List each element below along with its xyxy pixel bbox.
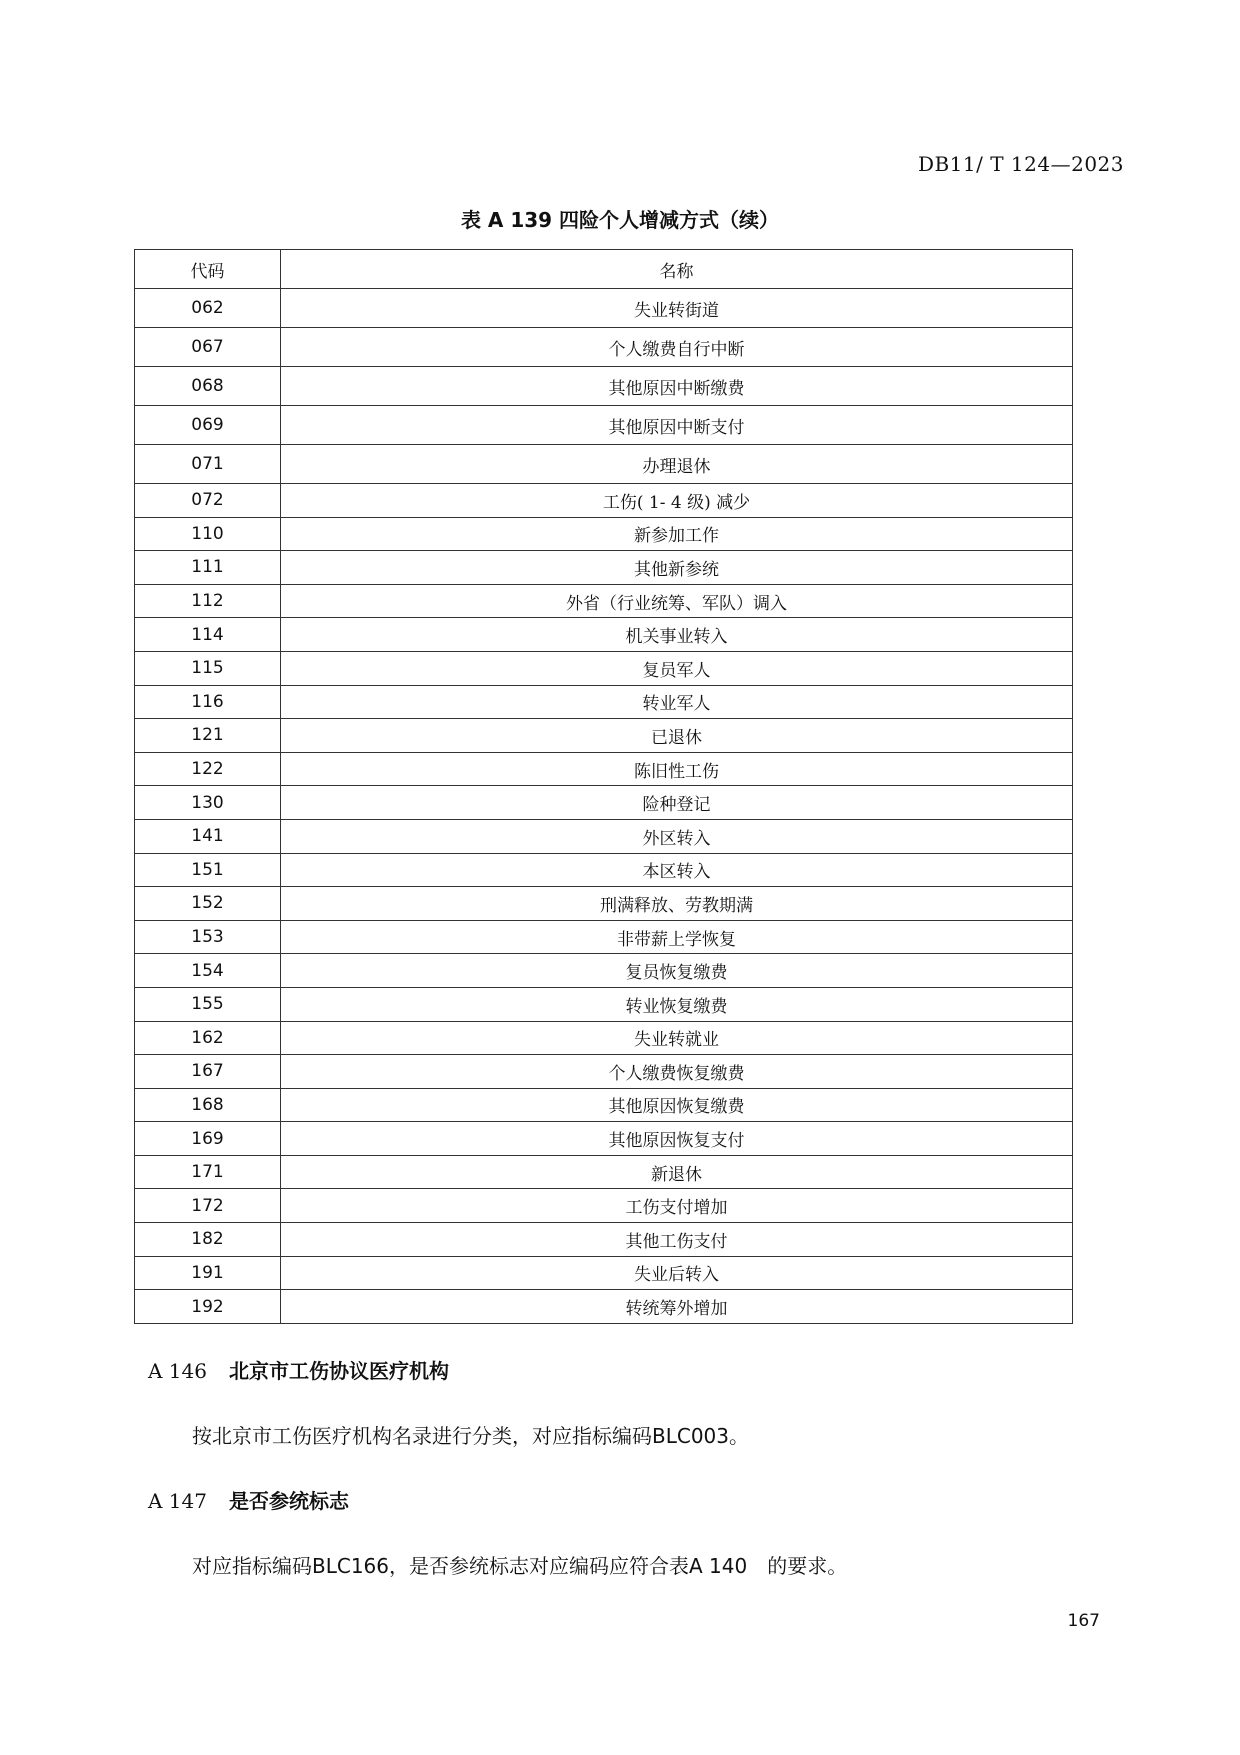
code-cell: 111 [135, 551, 281, 585]
column-header-code: 代码 [135, 250, 281, 289]
name-cell: 其他工伤支付 [281, 1223, 1073, 1257]
table-row [135, 289, 1073, 328]
name-cell: 其他原因中断支付 [281, 406, 1073, 445]
code-cell: 154 [135, 954, 281, 988]
code-cell: 168 [135, 1088, 281, 1122]
name-cell: 办理退休 [281, 445, 1073, 484]
code-cell: 167 [135, 1055, 281, 1089]
table-row [135, 685, 1073, 719]
table-row [135, 618, 1073, 652]
table-row [135, 1021, 1073, 1055]
section-a147-text: 对应指标编码BLC166，是否参统标志对应编码应符合表A 140 的要求。 [192, 1554, 848, 1578]
table-row [135, 517, 1073, 551]
table-row [135, 887, 1073, 921]
table-row [135, 752, 1073, 786]
name-cell: 失业后转入 [281, 1256, 1073, 1290]
code-cell: 071 [135, 445, 281, 484]
page-number: 167 [1067, 1611, 1100, 1631]
table-row [135, 584, 1073, 618]
name-cell: 转业军人 [281, 685, 1073, 719]
name-cell: 失业转街道 [281, 289, 1073, 328]
table-body [135, 289, 1073, 1324]
section-number: A 147 [148, 1489, 207, 1513]
table-row [135, 719, 1073, 753]
name-cell: 已退休 [281, 719, 1073, 753]
table-row [135, 954, 1073, 988]
name-cell: 个人缴费自行中断 [281, 328, 1073, 367]
name-cell: 新退休 [281, 1155, 1073, 1189]
code-cell: 072 [135, 484, 281, 518]
code-cell: 182 [135, 1223, 281, 1257]
code-cell: 192 [135, 1290, 281, 1324]
name-cell: 失业转就业 [281, 1021, 1073, 1055]
section-a146-text: 按北京市工伤医疗机构名录进行分类，对应指标编码BLC003。 [192, 1424, 750, 1448]
table-row [135, 786, 1073, 820]
name-cell: 转业恢复缴费 [281, 987, 1073, 1021]
table-row [135, 819, 1073, 853]
section-title: 北京市工伤协议医疗机构 [228, 1359, 449, 1383]
table-row [135, 445, 1073, 484]
code-cell: 171 [135, 1155, 281, 1189]
code-cell: 122 [135, 752, 281, 786]
name-cell: 其他原因恢复缴费 [281, 1088, 1073, 1122]
table-row [135, 1122, 1073, 1156]
name-cell: 险种登记 [281, 786, 1073, 820]
column-header-name: 名称 [281, 250, 1073, 289]
table-row [135, 484, 1073, 518]
code-cell: 155 [135, 987, 281, 1021]
name-cell: 非带薪上学恢复 [281, 920, 1073, 954]
code-cell: 162 [135, 1021, 281, 1055]
code-cell: 121 [135, 719, 281, 753]
code-table [134, 249, 1073, 1324]
name-cell: 工伤支付增加 [281, 1189, 1073, 1223]
table-row [135, 651, 1073, 685]
table-row [135, 987, 1073, 1021]
table-row [135, 853, 1073, 887]
code-cell: 172 [135, 1189, 281, 1223]
code-cell: 130 [135, 786, 281, 820]
name-cell: 其他新参统 [281, 551, 1073, 585]
name-cell: 外区转入 [281, 819, 1073, 853]
section-number: A 146 [148, 1359, 207, 1383]
name-cell: 转统筹外增加 [281, 1290, 1073, 1324]
name-cell: 其他原因中断缴费 [281, 367, 1073, 406]
code-cell: 114 [135, 618, 281, 652]
table-row [135, 1223, 1073, 1257]
code-cell: 141 [135, 819, 281, 853]
table-row [135, 406, 1073, 445]
name-cell: 个人缴费恢复缴费 [281, 1055, 1073, 1089]
table-row [135, 1290, 1073, 1324]
code-cell: 112 [135, 584, 281, 618]
table-row [135, 1055, 1073, 1089]
name-cell: 外省（行业统筹、军队）调入 [281, 584, 1073, 618]
section-a146-heading [148, 1355, 449, 1384]
code-cell: 116 [135, 685, 281, 719]
table-header-row [135, 250, 1073, 289]
code-cell: 069 [135, 406, 281, 445]
code-cell: 115 [135, 651, 281, 685]
code-cell: 191 [135, 1256, 281, 1290]
name-cell: 复员恢复缴费 [281, 954, 1073, 988]
name-cell: 机关事业转入 [281, 618, 1073, 652]
table-title: 表 A 139 四险个人增减方式（续） [460, 208, 780, 232]
table-row [135, 328, 1073, 367]
code-cell: 153 [135, 920, 281, 954]
code-cell: 062 [135, 289, 281, 328]
table-row [135, 1088, 1073, 1122]
code-cell: 067 [135, 328, 281, 367]
code-cell: 151 [135, 853, 281, 887]
name-cell: 新参加工作 [281, 517, 1073, 551]
section-a147-heading [148, 1485, 349, 1514]
table-row [135, 920, 1073, 954]
name-cell: 工伤( 1- 4 级) 减少 [281, 484, 1073, 518]
name-cell: 本区转入 [281, 853, 1073, 887]
table-row [135, 1256, 1073, 1290]
code-cell: 152 [135, 887, 281, 921]
code-cell: 068 [135, 367, 281, 406]
name-cell: 陈旧性工伤 [281, 752, 1073, 786]
name-cell: 其他原因恢复支付 [281, 1122, 1073, 1156]
table-row [135, 1189, 1073, 1223]
table-row [135, 1155, 1073, 1189]
code-cell: 110 [135, 517, 281, 551]
name-cell: 复员军人 [281, 651, 1073, 685]
code-cell: 169 [135, 1122, 281, 1156]
section-title: 是否参统标志 [228, 1489, 349, 1513]
table-row [135, 367, 1073, 406]
document-id: DB11/ T 124—2023 [917, 152, 1124, 176]
name-cell: 刑满释放、劳教期满 [281, 887, 1073, 921]
table-row [135, 551, 1073, 585]
